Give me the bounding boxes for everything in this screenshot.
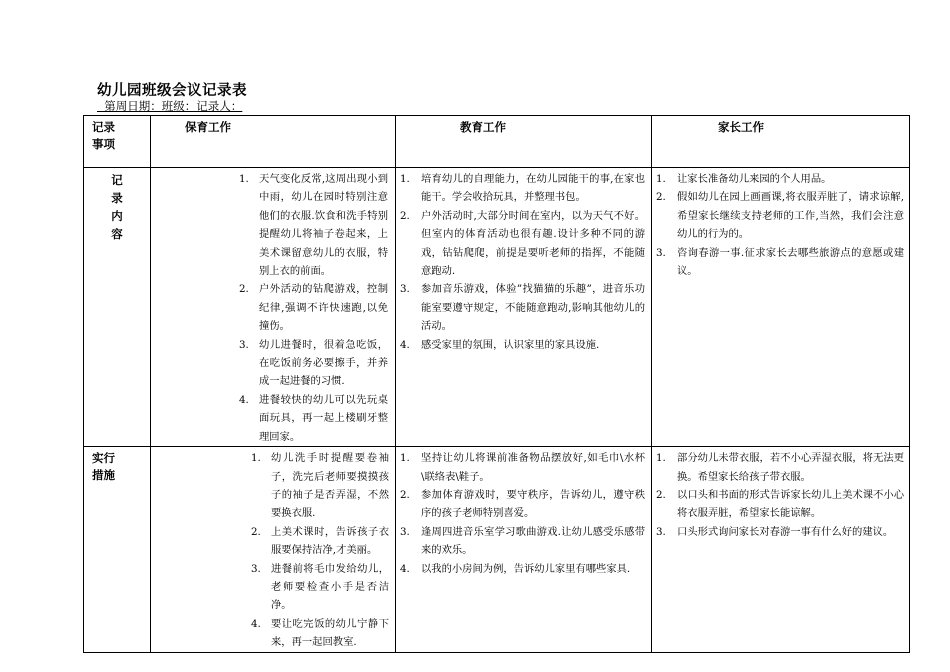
content-col1-cell: [151, 168, 396, 447]
page-title: 幼儿园班级会议记录表: [97, 83, 247, 99]
list-item: 4. 以我的小房间为例，告诉幼儿家里有哪些家具.: [400, 562, 631, 575]
header-col2-label: 教育工作: [460, 120, 506, 134]
list-item: 1. 坚持让幼儿将课前准备物品摆放好,如毛巾\水杯\联络表\鞋子。: [400, 452, 645, 483]
list-item: 1. 让家长准备幼儿来园的个人用品。: [656, 173, 832, 185]
list-item: 4. 要让吃完饭的幼儿宁静下来，再一起回教室.: [251, 617, 389, 649]
list-item: 2. 户外活动时,大部分时间在室内，以为天气不好。但室内的体育活动也很有趣.设计多种不同的游戏，钻钻爬爬，前提是要听老师的指挥，不能随意跑动.: [400, 209, 645, 278]
list-item: 3. 逢周四进音乐室学习歌曲游戏.让幼儿感受乐感带来的欢乐。: [400, 525, 645, 557]
list-item: 1. 培育幼儿的自理能力，在幼儿园能干的事,在家也能干。学会收拾玩具，并整理书包。: [400, 173, 645, 204]
list-item: 4. 感受家里的氛围，认识家里的家具设施.: [400, 338, 600, 351]
header-col3-label: 家长工作: [718, 120, 764, 134]
list-item: 1. 部分幼儿未带衣服，若不小心弄湿衣服，将无法更换。希望家长给孩子带衣服。: [656, 452, 904, 483]
row-label-measures-text: 实行措施: [92, 451, 115, 483]
header-category-label: 记录事项: [92, 120, 115, 151]
list-item: 3. 幼儿进餐时，很着急吃饭，在吃饭前务必要擦手，并养成一起进餐的习惯.: [239, 338, 388, 388]
content-col3-cell: [652, 168, 910, 447]
list-item: 2. 上美术课时，告诉孩子衣服要保持洁净,才美丽。: [251, 525, 389, 557]
content-col1-list: [239, 170, 388, 446]
header-col2: [396, 116, 652, 168]
header-category: [84, 116, 151, 168]
list-item: 1. 幼儿洗手时提醒要卷袖子，洗完后老师要摸摸孩子的袖子是否弄湿，不然要换衣服.: [251, 452, 389, 520]
content-col2-list: [400, 170, 645, 354]
list-item: 2. 参加体育游戏时，要守秩序，告诉幼儿，遵守秩序的孩子老师特别喜爱。: [400, 488, 645, 520]
header-col1: [151, 116, 396, 168]
list-item: 3. 参加音乐游戏，体验”找猫猫的乐趣”，进音乐功能室要遵守规定，不能随意跑动,影响其他幼儿的活动。: [400, 283, 645, 333]
meta-line: 第周日期：班级：记录人：: [97, 99, 243, 113]
measures-col1-list: [251, 449, 389, 651]
list-item: 3. 进餐前将毛巾发给幼儿，老师要检查小手是否洁净。: [251, 562, 389, 612]
measures-row: [84, 447, 910, 652]
content-col3-list: [656, 170, 904, 280]
list-item: 1. 天气变化反常,这周出现小到中雨，幼儿在园时特别注意他们的衣服.饮食和洗手特别提醒幼儿将袖子卷起来，上美术课留意幼儿的衣服，特别上衣的前面。: [239, 173, 388, 278]
measures-col2-list: [400, 449, 645, 578]
row-label-measures: [84, 447, 151, 652]
measures-col3-list: [656, 449, 904, 541]
list-item: 4. 进餐较快的幼儿可以先玩桌面玩具，再一起上楼刷牙整理回家。: [239, 393, 388, 443]
header-col1-label: 保育工作: [185, 120, 231, 134]
list-item: 2. 户外活动的钻爬游戏，控制纪律,强调不许快速跑,以免撞伤。: [239, 283, 388, 333]
row-label-content-text: 记录内容: [111, 173, 123, 241]
list-item: 2. 以口头和书面的形式告诉家长幼儿上美术课不小心将衣服弄脏，希望家长能谅解。: [656, 488, 904, 520]
content-col2-cell: [396, 168, 652, 447]
header-col3: [652, 116, 910, 168]
measures-col3-cell: [652, 447, 910, 652]
content-row: [84, 168, 910, 447]
meeting-record-table: [83, 115, 910, 653]
row-label-content: [84, 168, 151, 447]
measures-col1-cell: [151, 447, 396, 652]
list-item: 3. 口头形式询问家长对春游一事有什么好的建议。: [656, 525, 894, 538]
measures-col2-cell: [396, 447, 652, 652]
header-row: [84, 116, 910, 168]
list-item: 2. 假如幼儿在园上画画课,将衣服弄脏了，请求谅解,希望家长继续支持老师的工作,当然，我们会注意幼儿的行为的。: [656, 191, 904, 241]
list-item: 3. 咨询春游一事.征求家长去哪些旅游点的意愿或建议。: [656, 246, 904, 278]
